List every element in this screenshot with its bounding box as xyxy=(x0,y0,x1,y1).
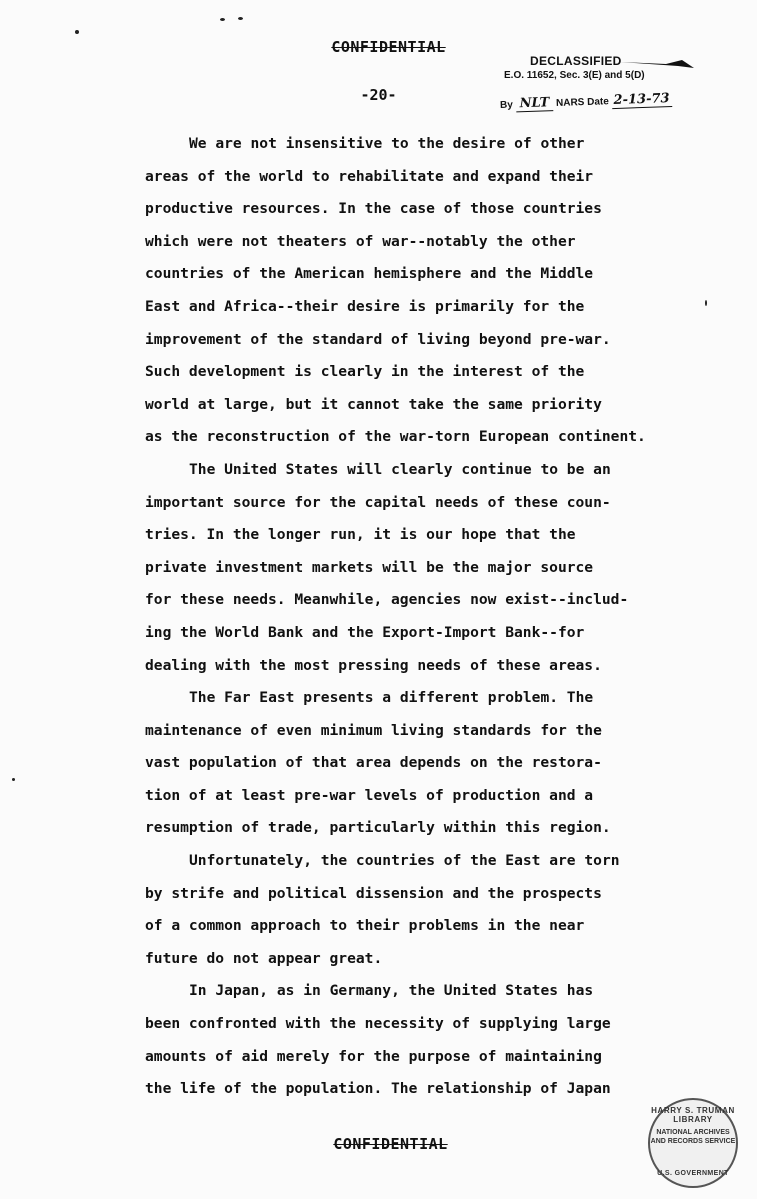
page-number: -20- xyxy=(360,86,397,104)
body-line: The United States will clearly continue to be an xyxy=(189,460,611,478)
seal-center-text: NATIONAL ARCHIVES AND RECORDS SERVICE xyxy=(650,1129,736,1145)
body-line: Such development is clearly in the interest of the xyxy=(145,363,585,381)
body-line: tion of at least pre-war levels of production and a xyxy=(145,786,594,804)
stamp-authority: E.O. 11652, Sec. 3(E) and 5(D) xyxy=(504,70,645,81)
stamp-date: 2-13-73 xyxy=(611,91,672,109)
body-line: productive resources. In the case of those countries xyxy=(145,200,602,218)
body-line: We are not insensitive to the desire of other xyxy=(189,135,585,152)
seal-ring-top: HARRY S. TRUMAN LIBRARY xyxy=(651,1106,735,1124)
body-line: world at large, but it cannot take the same priority xyxy=(145,395,602,413)
stamp-title: DECLASSIFIED xyxy=(530,54,622,68)
scan-speck xyxy=(238,17,243,20)
body-line: amounts of aid merely for the purpose of maintaining xyxy=(145,1047,602,1065)
body-line: ing the World Bank and the Export-Import Bank--for xyxy=(145,623,585,641)
body-line: maintenance of even minimum living standards for the xyxy=(145,721,602,739)
body-line: Unfortunately, the countries of the East are torn xyxy=(189,852,620,870)
body-line: which were not theaters of war--notably the other xyxy=(145,232,576,250)
truman-library-seal xyxy=(648,1098,738,1188)
body-line: important source for the capital needs of these coun- xyxy=(145,493,611,511)
body-line: future do not appear great. xyxy=(145,949,383,967)
body-line: as the reconstruction of the war-torn European continent. xyxy=(145,428,646,446)
body-line: the life of the population. The relationship of Japan xyxy=(145,1080,611,1098)
body-line: vast population of that area depends on the restora- xyxy=(145,754,602,772)
body-line: In Japan, as in Germany, the United States has xyxy=(189,982,594,1000)
scan-speck xyxy=(705,300,707,306)
body-line: private investment markets will be the major source xyxy=(145,558,594,576)
stamp-signature: NLT xyxy=(515,95,553,112)
body-line: tries. In the longer run, it is our hope that the xyxy=(145,526,576,544)
body-line: dealing with the most pressing needs of these areas. xyxy=(145,656,602,674)
declassified-stamp xyxy=(500,54,720,114)
classification-footer: CONFIDENTIAL xyxy=(333,1135,448,1153)
stamp-by-line xyxy=(500,91,672,112)
body-line: been confronted with the necessity of supplying large xyxy=(145,1015,611,1033)
body-line: of a common approach to their problems in the near xyxy=(145,917,585,935)
body-line: countries of the American hemisphere and the Middle xyxy=(145,265,594,283)
body-line: East and Africa--their desire is primarily for the xyxy=(145,297,585,315)
body-line: improvement of the standard of living beyond pre-war. xyxy=(145,330,611,348)
body-line: for these needs. Meanwhile, agencies now exist--includ- xyxy=(145,591,629,609)
body-line: The Far East presents a different problem. The xyxy=(189,689,594,707)
scan-speck xyxy=(220,18,225,21)
scan-speck xyxy=(12,778,15,781)
stamp-by-label: By xyxy=(499,99,514,111)
body-text xyxy=(145,128,705,1106)
body-line: resumption of trade, particularly within this region. xyxy=(145,819,611,837)
seal-ring-bottom: U.S. GOVERNMENT xyxy=(657,1170,729,1177)
stamp-arrow-mark xyxy=(618,56,698,70)
classification-header: CONFIDENTIAL xyxy=(331,38,446,56)
stamp-nars-label: NARS Date xyxy=(555,96,610,110)
body-line: by strife and political dissension and the prospects xyxy=(145,884,602,902)
body-line: areas of the world to rehabilitate and expand their xyxy=(145,167,594,185)
scan-speck xyxy=(75,30,79,34)
